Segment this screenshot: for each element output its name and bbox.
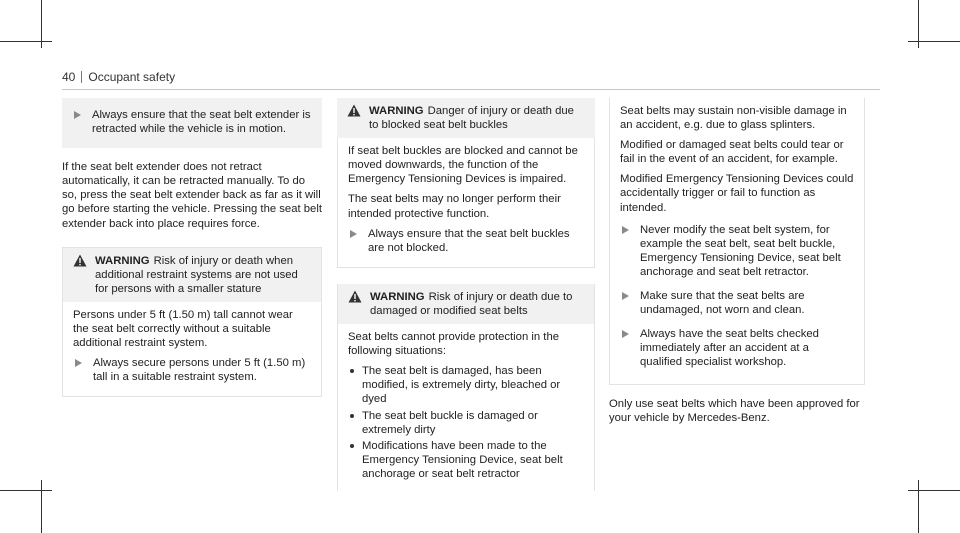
warning-triangle-icon [347, 104, 361, 121]
step-box [62, 98, 322, 148]
section-title: Occupant safety [88, 70, 176, 84]
warning-header [63, 248, 321, 302]
step-text: Always ensure that the seat belt buckles are not blocked. [368, 227, 570, 254]
warning-label: WARNING [369, 105, 424, 117]
paragraph: If the seat belt extender does not retract automatically, it can be retracted manually. To do so, press the seat belt extender back as far as it will go before starting the vehicle. Pressing the seat belt extender back into place requires force. [62, 161, 322, 230]
list-item: Modifications have been made to the Emergency Tensioning Device, seat belt anchorage or seat belt retractor [348, 439, 584, 481]
instruction-step [620, 223, 854, 279]
header-rule [62, 89, 880, 90]
crop-mark [0, 490, 52, 491]
warning-triangle-icon [348, 290, 362, 307]
warning-text: The seat belts may no longer perform their intended protective function. [348, 193, 561, 220]
arrow-icon [75, 359, 82, 367]
step-text: Always have the seat belts checked immediately after an accident at a qualified specialist workshop. [640, 328, 819, 369]
instruction-step [620, 327, 854, 369]
warning-label: WARNING [370, 290, 425, 303]
bullet-icon [350, 369, 354, 373]
warning-body [337, 138, 595, 267]
bullet-icon [350, 444, 354, 448]
warning-triangle-icon [73, 254, 87, 271]
paragraph: Modified or damaged seat belts could tear or fail in the event of an accident, for example. [620, 139, 844, 166]
bullet-icon [350, 414, 354, 418]
step-text: Always secure persons under 5 ft (1.50 m) tall in a suitable restraint system. [93, 357, 306, 384]
warning-box [62, 247, 322, 398]
column-2 [337, 98, 595, 491]
instruction-step [73, 356, 311, 384]
instruction-step [72, 108, 312, 136]
warning-text: Persons under 5 ft (1.50 m) tall cannot wear the seat belt correctly without a suitable additional restraint system. [73, 308, 293, 350]
instruction-step [620, 289, 854, 317]
arrow-icon [350, 230, 357, 238]
warning-title: Risk of injury or death due to damaged or modified seat belts [370, 290, 573, 317]
crop-mark [0, 41, 52, 42]
crop-mark [908, 490, 960, 491]
page-header [62, 70, 175, 84]
step-text: Make sure that the seat belts are undamaged, not worn and clean. [640, 290, 805, 317]
warning-box [337, 98, 595, 268]
warning-body [63, 302, 321, 396]
paragraph: Modified Emergency Tensioning Devices could accidentally trigger or fail to function as intended. [620, 173, 854, 214]
warning-header [337, 98, 595, 138]
header-separator [81, 71, 82, 83]
arrow-icon [622, 226, 629, 234]
warning-header [338, 284, 594, 324]
warning-body [338, 324, 594, 491]
warning-text: If seat belt buckles are blocked and cannot be moved downwards, the function of the Emergency Tensioning Devices is impaired. [348, 145, 578, 186]
warning-title: Danger of injury or death due to blocked seat belt buckles [369, 105, 574, 132]
crop-mark [908, 41, 960, 42]
step-text: Always ensure that the seat belt extender is retracted while the vehicle is in motion. [92, 109, 311, 136]
warning-box [337, 284, 595, 491]
instruction-step [348, 227, 584, 255]
arrow-icon [622, 330, 629, 338]
list-item: The seat belt buckle is damaged or extremely dirty [348, 409, 584, 437]
warning-label: WARNING [95, 254, 150, 267]
step-text: Never modify the seat belt system, for example the seat belt, seat belt buckle, Emergency Tensioning Device, seat belt anchorage and seat belt retractor. [640, 223, 841, 278]
column-3 [609, 98, 865, 431]
paragraph: Seat belts may sustain non-visible damage in an accident, e.g. due to glass splinters. [620, 105, 847, 132]
arrow-icon [622, 292, 629, 300]
crop-mark [918, 480, 919, 533]
page-number: 40 [62, 70, 76, 84]
info-box [609, 98, 865, 385]
arrow-icon [74, 111, 81, 119]
paragraph: Only use seat belts which have been approved for your vehicle by Mercedes-Benz. [609, 397, 860, 424]
warning-text: Seat belts cannot provide protection in the following situations: [348, 331, 560, 358]
crop-mark [41, 480, 42, 533]
warning-title: Risk of injury or death when additional restraint systems are not used for persons with a smaller stature [95, 254, 298, 295]
column-1 [62, 98, 322, 397]
list-item: The seat belt is damaged, has been modified, is extremely dirty, bleached or dyed [348, 364, 584, 406]
